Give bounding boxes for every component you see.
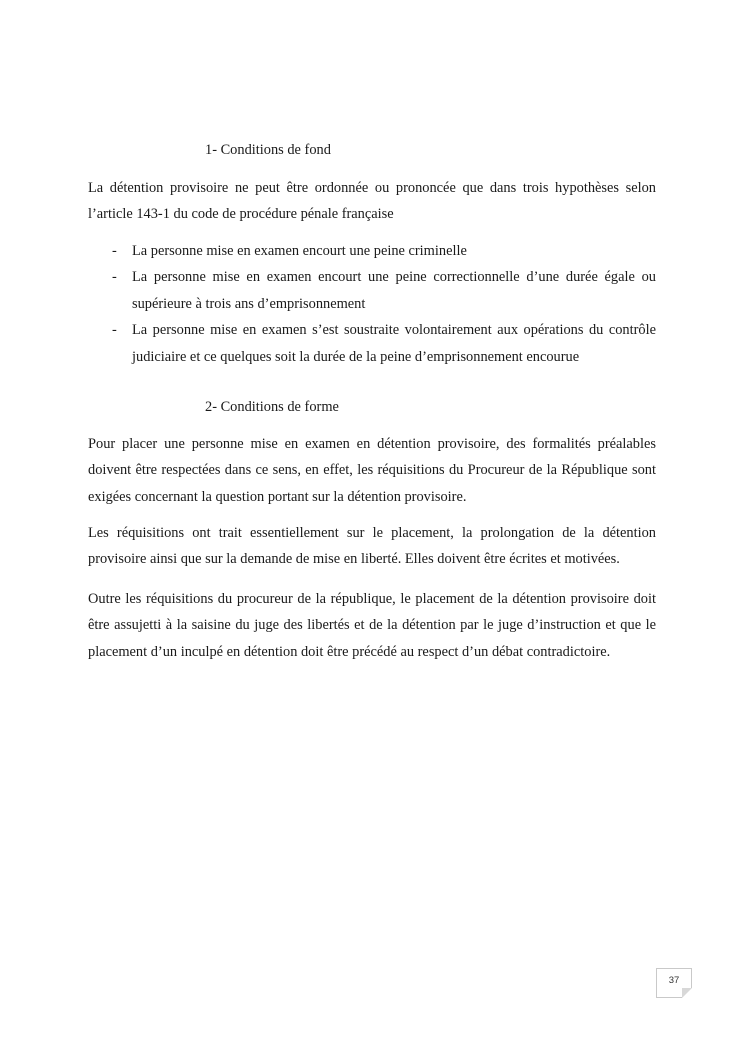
paragraph-formalites: Pour placer une personne mise en examen en détention provisoire, des formalités préalables doivent être respectées dans ce sens, en effet, les réquisitions du Procureur de la République sont exigées concernant la question portant sur la détention provisoire.	[88, 436, 656, 505]
page-number-box	[656, 968, 692, 998]
list-item-text: La personne mise en examen encourt une peine correctionnelle d’une durée égale ou supérieure à trois ans d’emprisonnement	[132, 269, 656, 312]
bullet-dash: -	[112, 243, 117, 259]
bullet-dash: -	[112, 269, 117, 286]
paragraph-requisitions: Les réquisitions ont trait essentiellement sur le placement, la prolongation de la détention provisoire ainsi que sur la demande de mise en liberté. Elles doivent être écrites et motivées.	[88, 525, 656, 568]
list-item	[88, 238, 656, 264]
list-item-text: La personne mise en examen encourt une peine criminelle	[132, 243, 467, 259]
section1-intro-paragraph: La détention provisoire ne peut être ordonnée ou prononcée que dans trois hypothèses selon l’article 143-1 du code de procédure pénale française	[88, 180, 656, 223]
page-number: 37	[668, 975, 680, 986]
bullet-dash: -	[112, 322, 117, 339]
list-item	[88, 317, 656, 370]
list-item-text: La personne mise en examen s’est soustraite volontairement aux opérations du contrôle judiciaire et ce quelques soit la durée de la peine d’emprisonnement encourue	[132, 322, 656, 365]
page-curl-decoration	[682, 988, 692, 998]
section-heading-conditions-de-fond: 1- Conditions de fond	[205, 142, 331, 158]
paragraph-saisine-juge: Outre les réquisitions du procureur de la république, le placement de la détention provisoire doit être assujetti à la saisine du juge des libertés et de la détention par le juge d’instruction et que le placement d’un inculpé en détention doit être précédé au respect d’un débat contradictoire.	[88, 591, 656, 660]
list-item	[88, 264, 656, 317]
section-heading-conditions-de-forme: 2- Conditions de forme	[205, 399, 339, 415]
conditions-list	[88, 238, 656, 370]
